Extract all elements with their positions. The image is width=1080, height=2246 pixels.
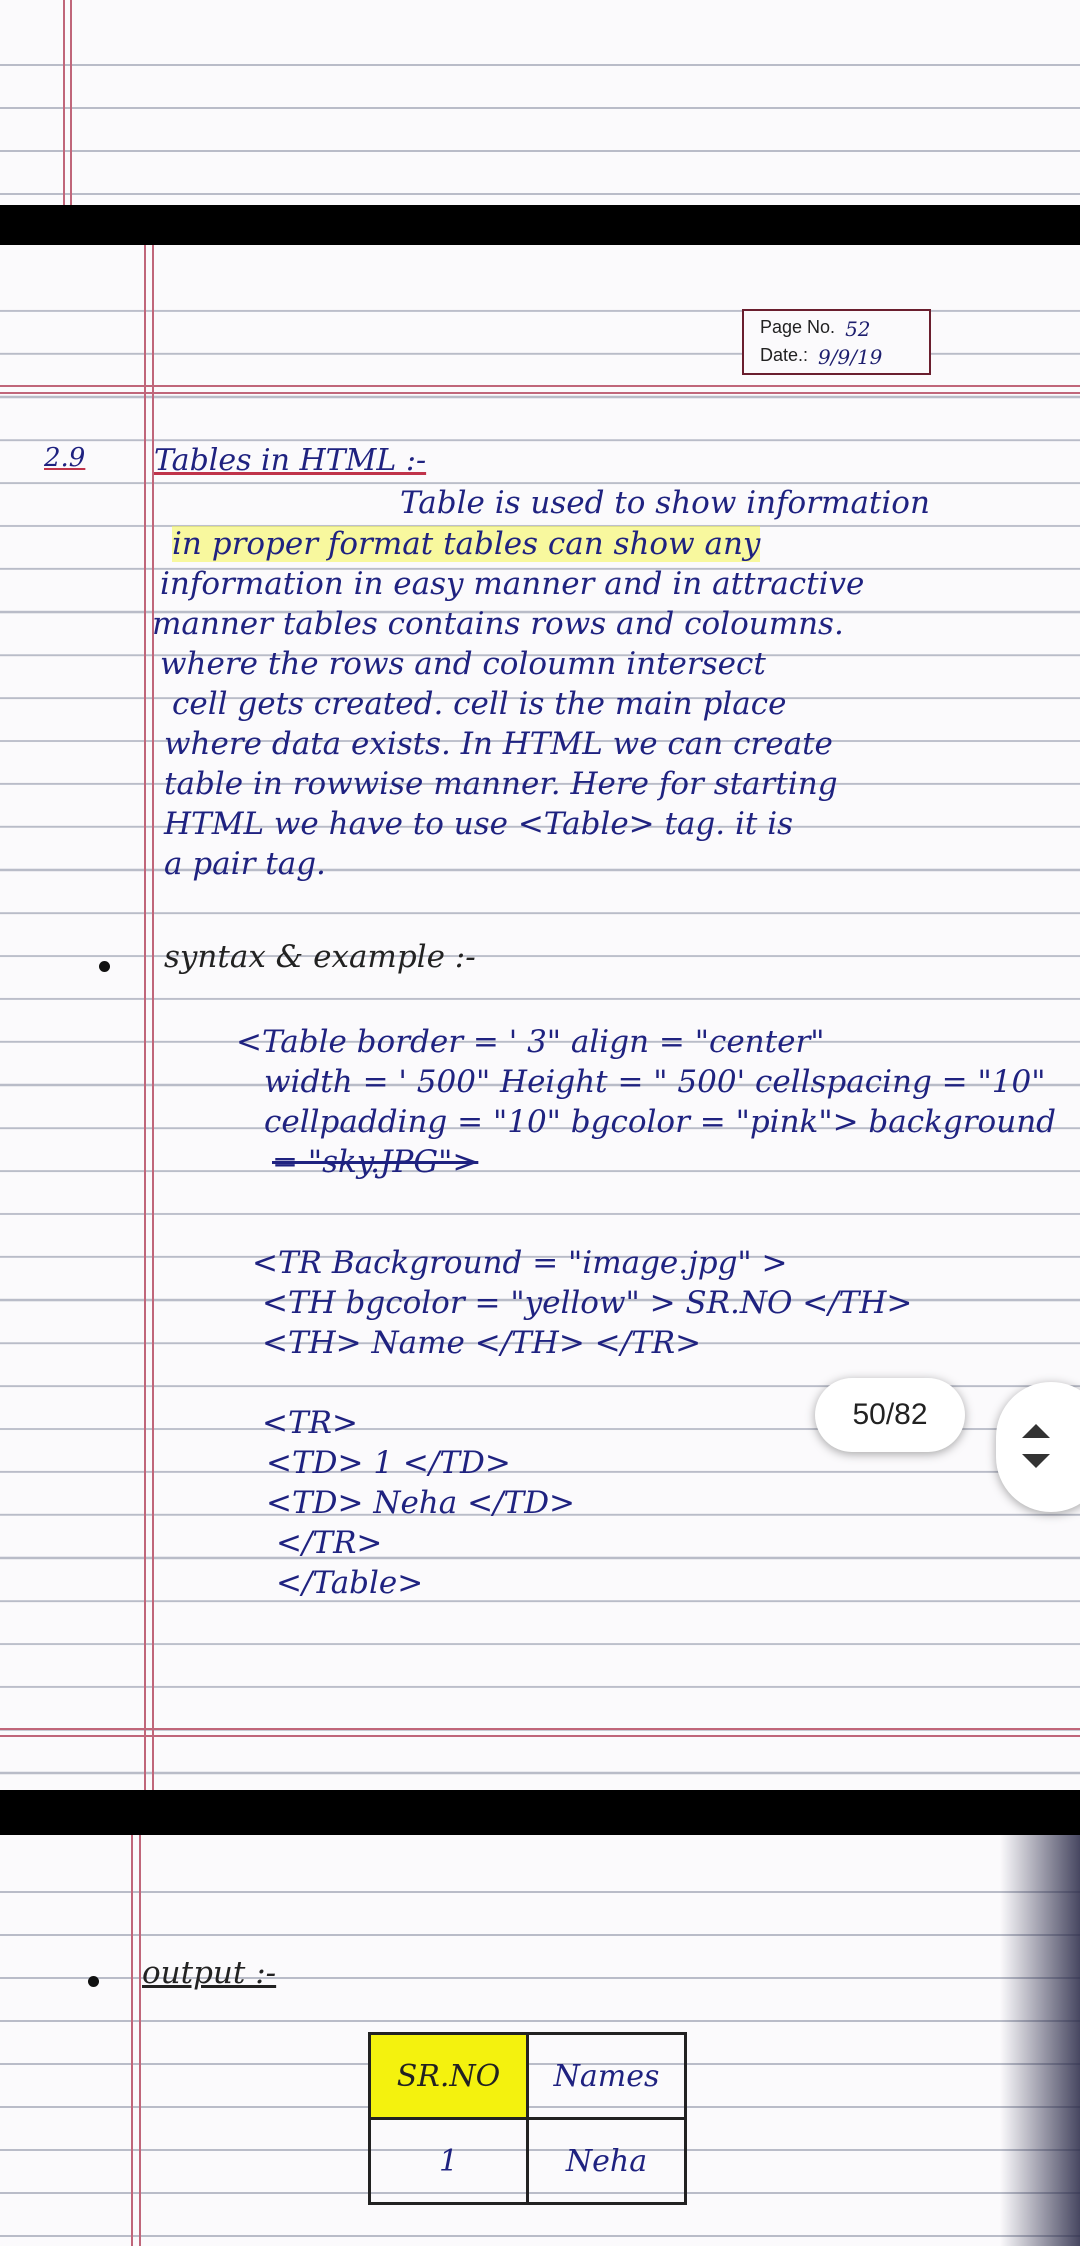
fast-scroll-handle[interactable]	[996, 1382, 1080, 1512]
paragraph-line: where the rows and coloumn intersect	[160, 646, 766, 682]
code-line: <TH bgcolor = "yellow" > SR.NO </TH>	[262, 1285, 913, 1321]
bullet-point	[88, 1976, 99, 1987]
bullet-point	[99, 961, 110, 972]
header-line	[0, 392, 1080, 394]
table-cell: 1	[370, 2119, 528, 2204]
code-line: <TR Background = "image.jpg" >	[252, 1245, 788, 1281]
table-cell: Names	[528, 2034, 686, 2119]
table-row	[370, 2119, 686, 2204]
paragraph-line: where data exists. In HTML we can create	[164, 726, 833, 762]
output-heading: output :-	[142, 1955, 277, 1991]
code-line: width = ' 500" Height = " 500' cellspacing = "10"	[264, 1064, 1046, 1100]
margin-line	[139, 1835, 141, 2246]
scroll-arrows-icon	[1016, 1416, 1056, 1476]
code-line: <Table border = ' 3" align = "center"	[236, 1024, 825, 1060]
table-cell: SR.NO	[370, 2034, 528, 2119]
table-row	[370, 2034, 686, 2119]
page-date-box	[742, 309, 931, 375]
page-edge-shadow	[1000, 1835, 1080, 2246]
code-line: </Table>	[276, 1565, 424, 1601]
page-no-value: 52	[845, 317, 871, 341]
code-line: <TD> 1 </TD>	[266, 1445, 511, 1481]
notebook-page-bottom	[0, 1835, 1080, 2246]
code-line: <TH> Name </TH> </TR>	[262, 1325, 702, 1361]
date-value: 9/9/19	[818, 345, 883, 369]
date-label: Date.:	[760, 345, 809, 365]
output-table	[368, 2032, 687, 2205]
code-line: = "sky.JPG">	[272, 1144, 479, 1180]
footer-line	[0, 1728, 1080, 1730]
margin-line	[144, 245, 146, 1790]
paragraph-line: information in easy manner and in attractive	[160, 566, 865, 602]
notebook-page-main	[0, 245, 1080, 1790]
margin-line	[131, 1835, 133, 2246]
paragraph-line: manner tables contains rows and coloumns.	[152, 606, 844, 642]
footer-line	[0, 1735, 1080, 1737]
paragraph-line: a pair tag.	[164, 846, 326, 882]
page-indicator: 50/82	[815, 1378, 965, 1452]
notebook-page-top	[0, 0, 1080, 205]
table-cell: Neha	[528, 2119, 686, 2204]
syntax-heading: syntax & example :-	[164, 939, 476, 975]
section-title: Tables in HTML :-	[154, 443, 427, 478]
code-line: <TR>	[262, 1405, 358, 1441]
paragraph-line: Table is used to show information	[400, 485, 930, 521]
paragraph-line: cell gets created. cell is the main place	[172, 686, 787, 722]
margin-line	[63, 0, 65, 205]
code-line: </TR>	[276, 1525, 383, 1561]
code-line: cellpadding = "10" bgcolor = "pink"> background	[264, 1104, 1056, 1140]
header-line	[0, 385, 1080, 387]
margin-line	[70, 0, 72, 205]
paragraph-line: HTML we have to use <Table> tag. it is	[164, 806, 794, 842]
code-line: <TD> Neha </TD>	[266, 1485, 576, 1521]
section-number: 2.9	[44, 443, 86, 473]
page-no-label: Page No.	[760, 317, 836, 337]
paragraph-line: in proper format tables can show any	[172, 526, 761, 562]
paragraph-line: table in rowwise manner. Here for starting	[164, 766, 838, 802]
